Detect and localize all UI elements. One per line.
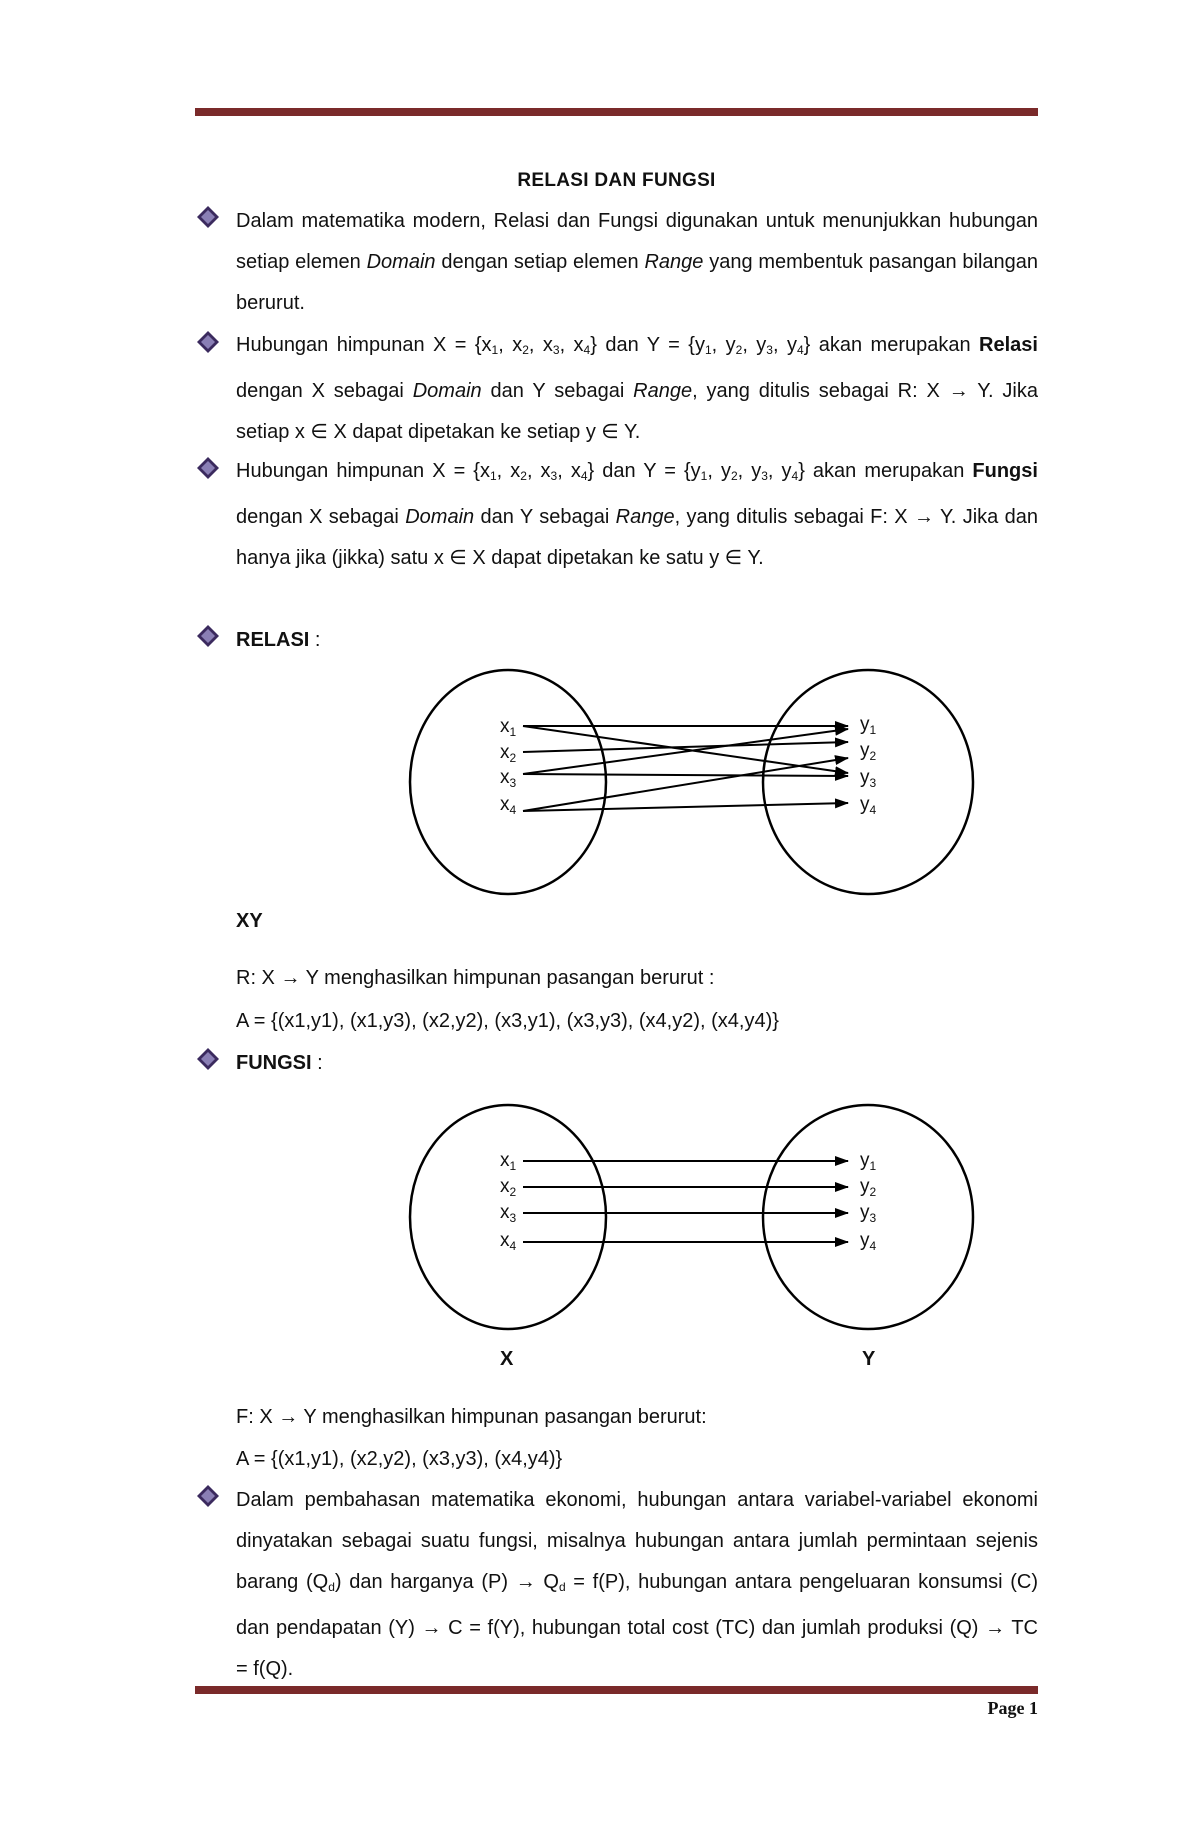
arrow-x4-y4 xyxy=(523,803,848,811)
x1-label: $x_1$ xyxy=(500,716,517,739)
x2-label: $x_2$ xyxy=(500,1176,517,1199)
arrow-x3-y3 xyxy=(523,774,848,776)
relasi-heading: RELASI : xyxy=(236,629,321,651)
y4-label: $y_4$ xyxy=(860,1230,877,1253)
fungsi-result-text: F: X → Y menghasilkan himpunan pasangan berurut: xyxy=(236,1406,707,1428)
x4-label: $x_4$ xyxy=(500,794,517,817)
relasi-result-text: R: X → Y menghasilkan himpunan pasangan berurut : xyxy=(236,967,715,989)
header-rule xyxy=(195,108,1038,116)
fungsi-pairs: A = {(x1,y1), (x2,y2), (x3,y3), (x4,y4)} xyxy=(236,1448,563,1470)
paragraph-fungsi-definition: Hubungan himpunan $X = \{x_1$, $x_2$, $x_3$, $x_4$} dan $Y = \{y_1$, $y_2$, $y_3$, $y_4$} akan merupakan Fungsi dengan X sebagai Domain dan Y sebagai Range, yang ditulis sebagai F: X → Y. Jika dan hanya jika (jikka) satu x ∈ X dapat dipetakan ke satu y ∈ Y. xyxy=(236,460,1038,569)
footer-rule xyxy=(195,1686,1038,1694)
y1-label: $y_1$ xyxy=(860,1150,877,1173)
paragraph-relasi-definition: Hubungan himpunan $X = \{x_1$, $x_2$, $x_3$, $x_4$} dan $Y = \{y_1$, $y_2$, $y_3$, $y_4$} akan merupakan Relasi dengan X sebagai Domain dan Y sebagai Range, yang ditulis sebagai R: X → Y. Jika setiap x ∈ X dapat dipetakan ke setiap y ∈ Y. xyxy=(236,334,1039,443)
x3-label: $x_3$ xyxy=(500,1202,517,1225)
arrow-x4-y2 xyxy=(523,758,848,811)
page-title: RELASI DAN FUNGSI xyxy=(517,170,716,191)
relasi-diagram xyxy=(400,665,1000,905)
x3-label: $x_3$ xyxy=(500,767,517,790)
x4-label: $x_4$ xyxy=(500,1230,517,1253)
x2-label: $x_2$ xyxy=(500,742,517,765)
set-y-caption: Y xyxy=(862,1348,876,1370)
diamond-bullet-icon xyxy=(196,330,220,354)
diamond-bullet-icon xyxy=(196,205,220,229)
diamond-bullet-icon xyxy=(196,1047,220,1071)
fungsi-diagram xyxy=(400,1100,1000,1340)
y2-label: $y_2$ xyxy=(860,740,877,763)
y1-label: $y_1$ xyxy=(860,714,877,737)
paragraph-relasi-fungsi-intro: Dalam matematika modern, Relasi dan Fungsi digunakan untuk menunjukkan hubungan setiap elemen Domain dengan setiap elemen Range yang membentuk pasangan bilangan berurut. xyxy=(236,210,1038,314)
y4-label: $y_4$ xyxy=(860,794,877,817)
page-number: Page 1 xyxy=(987,1698,1038,1718)
set-x-caption: X xyxy=(500,1348,514,1370)
diamond-bullet-icon xyxy=(196,624,220,648)
y3-label: $y_3$ xyxy=(860,767,877,790)
y3-label: $y_3$ xyxy=(860,1202,877,1225)
relasi-set-caption: XY xyxy=(236,910,263,932)
y2-label: $y_2$ xyxy=(860,1176,877,1199)
x1-label: $x_1$ xyxy=(500,1150,517,1173)
paragraph-ekonomi-example: Dalam pembahasan matematika ekonomi, hubungan antara variabel-variabel ekonomi dinyatakan sebagai suatu fungsi, misalnya hubungan antara jumlah permintaan sejenis barang $(Q_d)$ dan harganya $(P) \to Q_d = f(P)$, hubungan antara pengeluaran konsumsi (C) dan pendapatan (Y) → C = f(Y), hubungan total cost (TC) dan jumlah produksi (Q) → TC = f(Q). xyxy=(236,1489,1038,1680)
diamond-bullet-icon xyxy=(196,456,220,480)
relasi-pairs: A = {(x1,y1), (x1,y3), (x2,y2), (x3,y1), (x3,y3), (x4,y2), (x4,y4)} xyxy=(236,1010,779,1032)
diamond-bullet-icon xyxy=(196,1484,220,1508)
fungsi-heading: FUNGSI : xyxy=(236,1052,323,1074)
